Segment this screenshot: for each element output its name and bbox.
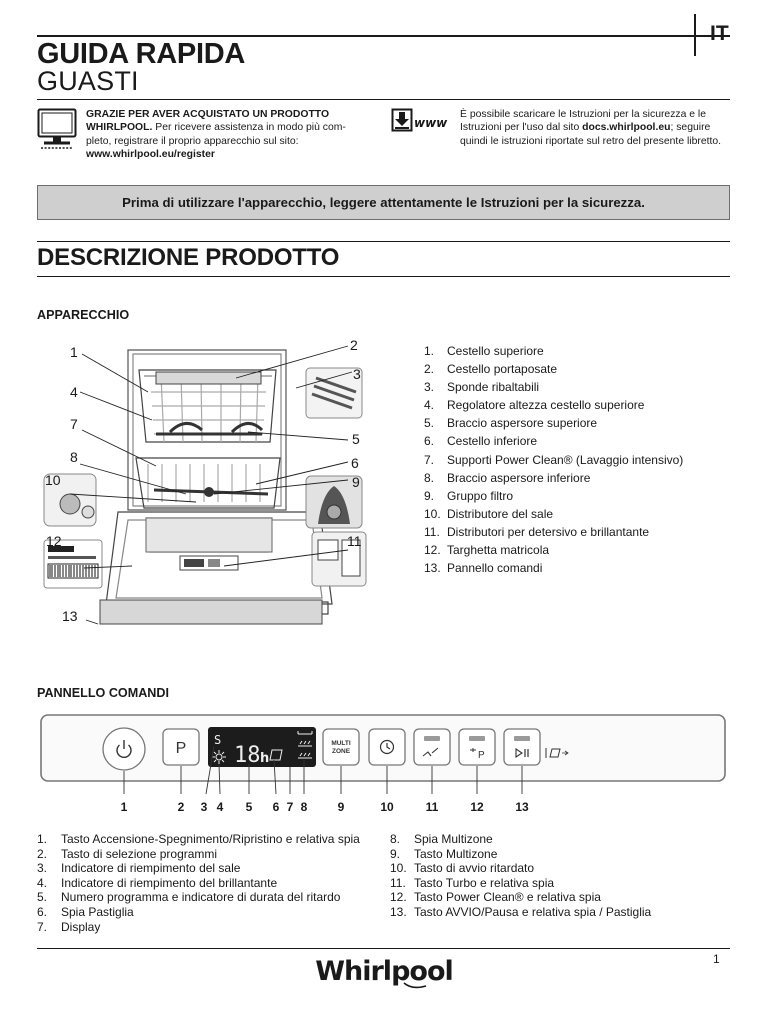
section-rule-bottom bbox=[37, 276, 730, 277]
display bbox=[208, 727, 316, 768]
list-item: 7. Supporti Power Clean® (Lavaggio intensivo) bbox=[424, 452, 684, 467]
callout-11: 11 bbox=[347, 533, 362, 549]
callout-9: 9 bbox=[352, 474, 360, 490]
whirlpool-logo bbox=[300, 950, 468, 990]
list-item: 5. Braccio aspersore superiore bbox=[424, 416, 598, 431]
footer-rule bbox=[37, 948, 730, 949]
program-button-label: P bbox=[175, 740, 187, 757]
title-rule bbox=[37, 99, 730, 100]
power-clean-led bbox=[469, 736, 485, 741]
parts-list bbox=[424, 342, 724, 577]
register-url[interactable]: www.whirlpool.eu/register bbox=[86, 149, 215, 161]
monitor-icon bbox=[37, 108, 77, 152]
page-subtitle: GUASTI bbox=[37, 66, 139, 96]
list-item: 3. Sponde ribaltabili bbox=[424, 380, 540, 395]
callout-3: 3 bbox=[353, 366, 361, 382]
callout-6: 6 bbox=[351, 455, 359, 471]
thanks-heading: GRAZIE PER AVER ACQUISTATO UN PRODOTTO bbox=[86, 109, 330, 120]
www-label: www bbox=[414, 116, 448, 130]
list-item: 6. Spia Pastiglia bbox=[37, 904, 134, 919]
panel-callout-3: 3 bbox=[200, 800, 208, 814]
list-item: 12. Tasto Power Clean® e relativa spia bbox=[390, 890, 601, 905]
start-pause-led bbox=[514, 736, 530, 741]
callout-4: 4 bbox=[70, 384, 78, 400]
panel-callout-11: 11 bbox=[425, 800, 439, 814]
power-button[interactable] bbox=[103, 728, 145, 770]
panel-legend-left bbox=[37, 832, 387, 934]
register-text bbox=[86, 108, 376, 162]
start-pause-button[interactable] bbox=[504, 729, 540, 765]
list-item: 9. Gruppo filtro bbox=[424, 488, 514, 503]
turbo-led bbox=[424, 736, 440, 741]
multizone-button[interactable] bbox=[323, 729, 359, 765]
multizone-label-1: MULTI bbox=[331, 740, 351, 747]
panel-callout-10: 10 bbox=[380, 800, 394, 814]
list-item: 8. Spia Multizone bbox=[390, 832, 493, 846]
delay-start-button[interactable] bbox=[369, 729, 405, 765]
page-number: 1 bbox=[713, 952, 720, 966]
language-divider bbox=[694, 14, 696, 56]
list-item: 10. Tasto di avvio ritardato bbox=[390, 861, 535, 876]
page-title: GUIDA RAPIDA bbox=[37, 38, 245, 70]
panel-callout-5: 5 bbox=[245, 800, 253, 814]
docs-url[interactable]: docs.whirlpool.eu bbox=[582, 122, 671, 134]
download-www-icon bbox=[391, 108, 451, 134]
list-item: 2. Tasto di selezione programmi bbox=[37, 846, 218, 861]
program-button[interactable] bbox=[163, 729, 199, 765]
list-item: 5. Numero programma e indicatore di durata del ritardo bbox=[37, 890, 341, 905]
safety-warning-box bbox=[37, 185, 730, 220]
panel-callout-9: 9 bbox=[337, 800, 345, 814]
multizone-label-2: ZONE bbox=[331, 748, 351, 755]
appliance-heading: APPARECCHIO bbox=[37, 308, 130, 322]
list-item: 3. Indicatore di riempimento del sale bbox=[37, 861, 241, 876]
list-item: 12. Targhetta matricola bbox=[424, 543, 550, 558]
list-item: 1. Tasto Accensione-Spegnimento/Ripristino e relativa spia bbox=[37, 832, 360, 846]
register-text-line3: pleto, registrare il proprio apparecchio sul sito: bbox=[86, 135, 299, 147]
register-text-line2: Per ricevere assistenza in modo più com- bbox=[152, 122, 346, 134]
panel-callout-1: 1 bbox=[120, 800, 128, 814]
panel-callout-13: 13 bbox=[515, 800, 529, 814]
list-item: 7. Display bbox=[37, 919, 101, 934]
callout-2: 2 bbox=[350, 337, 358, 353]
download-text bbox=[460, 108, 732, 148]
program-number-display: 18 bbox=[234, 743, 261, 768]
callout-8: 8 bbox=[70, 449, 78, 465]
callout-12: 12 bbox=[46, 533, 62, 549]
download-text-before: È possibile scaricare le Istruzioni per la sicurezza e le Istruzioni per l'uso dal sito bbox=[460, 109, 707, 134]
list-item: 2. Cestello portaposate bbox=[424, 362, 558, 377]
safety-warning-text: Prima di utilizzare l'apparecchio, leggere attentamente le Istruzioni per la sicurezza. bbox=[122, 195, 645, 210]
list-item: 11. Tasto Turbo e relativa spia bbox=[390, 875, 555, 890]
control-panel-diagram bbox=[36, 712, 732, 824]
salt-indicator: S bbox=[214, 733, 222, 747]
hour-indicator: h bbox=[260, 751, 270, 766]
list-item: 10. Distributore del sale bbox=[424, 506, 554, 521]
brand-logo-text: Whirlpool bbox=[315, 956, 453, 987]
download-text-after: ; seguire quindi le istruzioni riportate sul retro del presente libretto. bbox=[460, 122, 722, 147]
panel-callout-8: 8 bbox=[300, 800, 308, 814]
callout-13: 13 bbox=[62, 608, 78, 624]
list-item: 4. Indicatore di riempimento del brillantante bbox=[37, 875, 278, 890]
list-item: 11. Distributori per detersivo e brillantante bbox=[424, 524, 650, 539]
brand-name: WHIRLPOOL. bbox=[86, 122, 153, 134]
power-clean-button[interactable] bbox=[459, 729, 495, 765]
power-clean-label: P bbox=[478, 750, 485, 761]
panel-callout-7: 7 bbox=[286, 800, 294, 814]
callout-10: 10 bbox=[45, 472, 61, 488]
list-item: 6. Cestello inferiore bbox=[424, 434, 538, 449]
header-top-rule bbox=[37, 35, 730, 37]
list-item: 8. Braccio aspersore inferiore bbox=[424, 470, 591, 485]
turbo-button[interactable] bbox=[414, 729, 450, 765]
list-item: 9. Tasto Multizone bbox=[390, 846, 498, 861]
control-panel-heading: PANNELLO COMANDI bbox=[37, 686, 169, 700]
panel-callout-2: 2 bbox=[177, 800, 185, 814]
callout-7: 7 bbox=[70, 416, 78, 432]
list-item: 13. Pannello comandi bbox=[424, 561, 543, 576]
list-item: 4. Regolatore altezza cestello superiore bbox=[424, 398, 645, 413]
callout-5: 5 bbox=[352, 431, 360, 447]
list-item: 13. Tasto AVVIO/Pausa e relativa spia / Pastiglia bbox=[390, 904, 652, 919]
language-code: IT bbox=[710, 22, 729, 45]
callout-1: 1 bbox=[70, 344, 78, 360]
list-item: 1. Cestello superiore bbox=[424, 344, 544, 358]
panel-callout-12: 12 bbox=[470, 800, 484, 814]
panel-callout-4: 4 bbox=[216, 800, 224, 814]
section-title: DESCRIZIONE PRODOTTO bbox=[37, 244, 340, 271]
panel-legend-right bbox=[390, 832, 730, 920]
dishwasher-diagram bbox=[36, 334, 376, 630]
section-rule-top bbox=[37, 241, 730, 242]
panel-callout-6: 6 bbox=[272, 800, 280, 814]
